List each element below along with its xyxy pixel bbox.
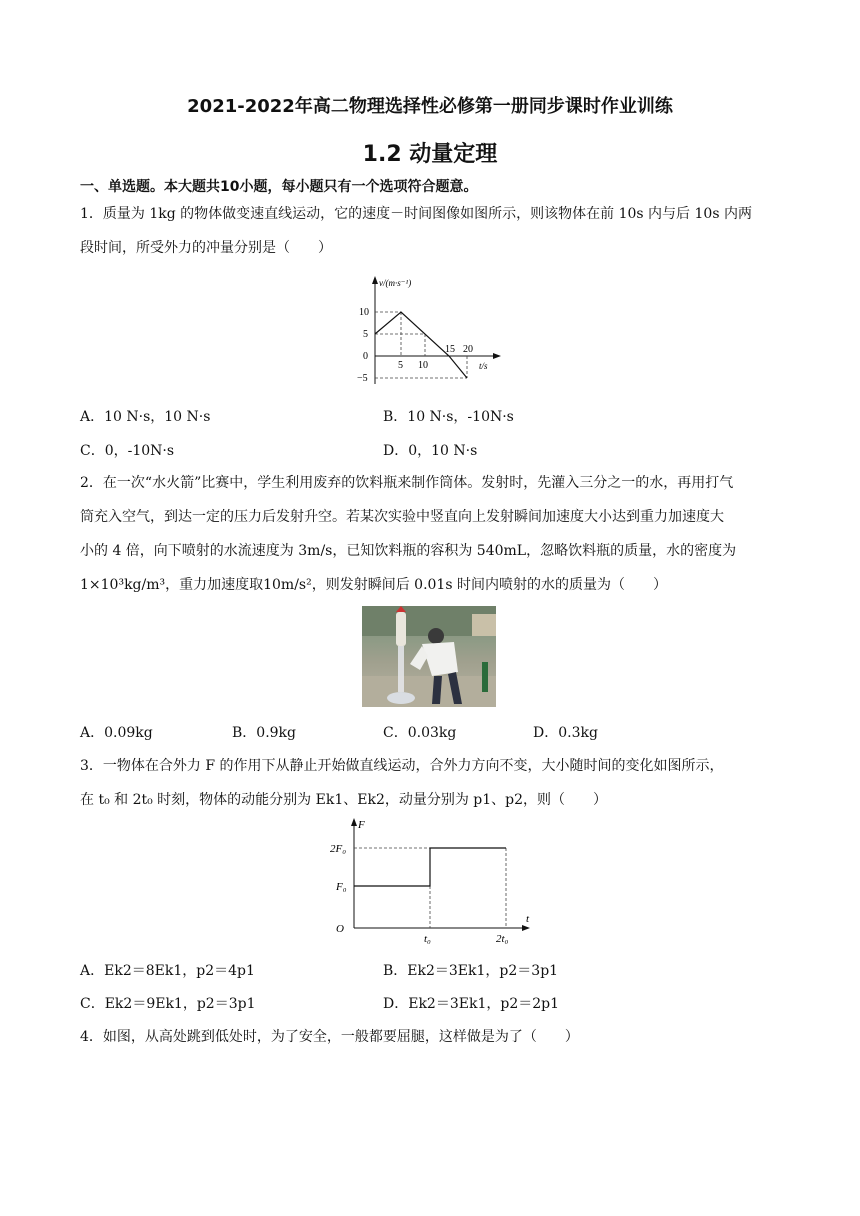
question-3-line-2: 在 t₀ 和 2t₀ 时刻，物体的动能分别为 Ek1、Ek2，动量分别为 p1、p2，则（ ） [80, 792, 608, 808]
question-2-line-4: 1×10³kg/m³，重力加速度取10m/s²，则发射瞬间后 0.01s 时间内喷射的水的质量为（ ） [80, 577, 667, 593]
f-axis-label: F [358, 819, 365, 831]
t-axis-arrow [493, 353, 501, 359]
question-4-line-1: 4．如图，从高处跳到低处时，为了安全，一般都要屈腿，这样做是为了（ ） [80, 1029, 579, 1045]
question-2-line-1: 2．在一次“水火箭”比赛中，学生利用废弃的饮料瓶来制作筒体。发射时，先灌入三分之一的水，再用打气 [80, 475, 734, 491]
f-axis-arrow [351, 818, 357, 826]
q1-option-b: B．10 N·s，-10N·s [383, 409, 514, 425]
question-2-text [80, 466, 780, 602]
question-1-line-1: 1．质量为 1kg 的物体做变速直线运动，它的速度－时间图像如图所示，则该物体在前 10s 内与后 10s 内两 [80, 206, 752, 222]
question-1-text [80, 197, 780, 265]
x-tick-10: 10 [418, 360, 428, 371]
document-title: 2021-2022年高二物理选择性必修第一册同步课时作业训练 [187, 96, 673, 117]
question-4-text [80, 1020, 780, 1054]
y-tick-neg5: −5 [357, 373, 368, 384]
x-tick-20: 20 [463, 344, 473, 355]
q3-option-d: D．Ek2＝3Ek1，p2＝2p1 [383, 996, 559, 1012]
v-axis-label: v/(m·s⁻¹) [379, 278, 412, 288]
q3-option-b: B．Ek2＝3Ek1，p2＝3p1 [383, 963, 559, 979]
water-rocket-illustration [362, 606, 496, 707]
x-tick-t0: t₀ [424, 933, 431, 945]
question-2-line-3: 小的 4 倍，向下喷射的水流速度为 3m/s，已知饮料瓶的容积为 540mL，忽略饮料瓶的质量，水的密度为 [80, 543, 737, 559]
q3-option-c: C．Ek2＝9Ek1，p2＝3p1 [80, 996, 256, 1012]
v-axis-arrow [372, 276, 378, 284]
q2-option-a: A．0.09kg [80, 725, 153, 741]
q1-option-a: A．10 N·s，10 N·s [80, 409, 211, 425]
y-tick-5: 5 [363, 329, 368, 340]
q2-option-c: C．0.03kg [383, 725, 457, 741]
force-line [354, 848, 506, 886]
x-tick-5: 5 [398, 360, 403, 371]
q3-option-a: A．Ek2＝8Ek1，p2＝4p1 [80, 963, 255, 979]
time-axis-label: t [526, 913, 530, 925]
x-tick-2t0: 2t₀ [496, 933, 509, 945]
question-3-text [80, 749, 780, 817]
y-tick-0: 0 [363, 351, 368, 362]
y-tick-f0: F₀ [336, 881, 347, 893]
q1-option-c: C．0，-10N·s [80, 443, 175, 459]
question-2-line-2: 筒充入空气，到达一定的压力后发射升空。若某次实验中竖直向上发射瞬间加速度大小达到重力加速度大 [80, 509, 724, 525]
y-tick-10: 10 [359, 307, 369, 318]
time-axis-arrow [522, 925, 530, 931]
question-3-line-1: 3．一物体在合外力 F 的作用下从静止开始做直线运动，合外力方向不变，大小随时间的变化如图所示， [80, 758, 724, 774]
velocity-time-graph [355, 272, 515, 390]
water-rocket-photo [362, 606, 496, 707]
section-heading: 一、单选题。本大题共10小题，每小题只有一个选项符合题意。 [80, 179, 478, 195]
q2-option-d: D．0.3kg [533, 725, 598, 741]
t-axis-label: t/s [479, 361, 488, 371]
question-1-line-2: 段时间，所受外力的冲量分别是（ ） [80, 240, 332, 256]
q2-option-b: B．0.9kg [232, 725, 296, 741]
force-time-graph [330, 814, 540, 948]
q1-option-d: D．0，10 N·s [383, 443, 478, 459]
x-tick-15: 15 [445, 344, 455, 355]
lesson-title: 1.2 动量定理 [362, 142, 498, 167]
origin-label: O [336, 923, 344, 935]
y-tick-2f0: 2F₀ [330, 843, 347, 855]
